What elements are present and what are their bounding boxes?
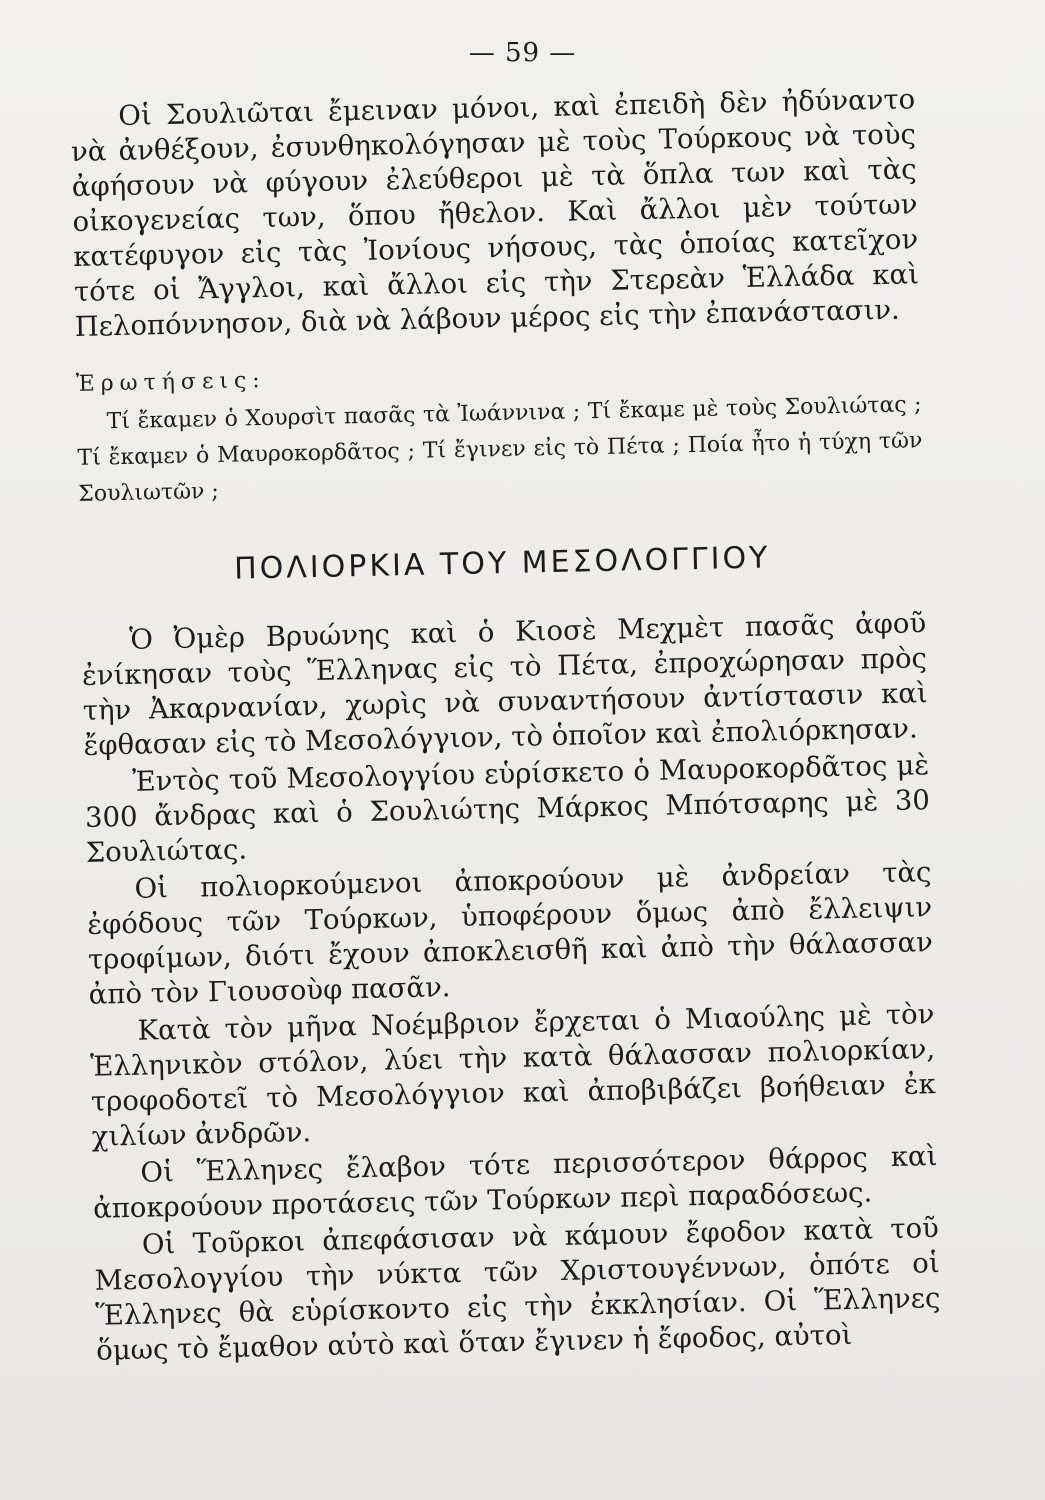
page-number: — 59 —: [468, 38, 577, 68]
questions-block: [76, 353, 924, 513]
questions-text: Τί ἔκαμεν ὁ Χουρσὶτ πασᾶς τὰ Ἰωάννινα ; Τί ἔκαμε μὲ τοὺς Σουλιώτας ; Τί ἔκαμεν ὁ Μαυροκορδᾶτος ; Τί ἔγινεν εἰς τὸ Πέτα ; Ποία ἦτο ἡ τύχη τῶν Σουλιωτῶν ;: [77, 392, 923, 507]
questions-heading: Ἐρωτήσεις:: [75, 367, 266, 397]
paragraph: Ὁ Ὀμὲρ Βρυώνης καὶ ὁ Κιοσὲ Μεχμὲτ πασᾶς ἀφοῦ ἐνίκησαν τοὺς Ἕλληνας εἰς τὸ Πέτα, ἐπροχώρησαν πρὸς τὴν Ἀκαρνανίαν, χωρὶς νὰ συναντήσουν ἀντίστασιν καὶ ἔφθασαν εἰς τὸ Μεσολόγγιον, τὸ ὁποῖον καὶ ἐπολιόρκησαν.: [81, 607, 928, 762]
paragraph: Κατὰ τὸν μῆνα Νοέμβριον ἔρχεται ὁ Μιαούλης μὲ τὸν Ἑλληνικὸν στόλον, λύει τὴν κατὰ θάλασσαν πολιορκίαν, τροφοδοτεῖ τὸ Μεσολόγγιον καὶ ἀποβιβάζει βοήθειαν ἐκ χιλίων ἀνδρῶν.: [89, 998, 937, 1153]
section-title: ΠΟΛΙΟΡΚΙΑ ΤΟΥ ΜΕΣΟΛΟΓΓΙΟΥ: [233, 540, 771, 587]
paragraph: Ἐντὸς τοῦ Μεσολογγίου εὑρίσκετο ὁ Μαυροκορδᾶτος μὲ 300 ἄνδρας καὶ ὁ Σουλιώτης Μάρκος Μπότσαρης μὲ 30 Σουλιώτας.: [84, 749, 931, 869]
page-body: [70, 82, 941, 1368]
paragraph: Οἱ Ἕλληνες ἔλαβον τότε περισσότερον θάρρος καὶ ἀποκρούουν προτάσεις τῶν Τούρκων περὶ παραδόσεως.: [92, 1140, 938, 1225]
paragraph: Οἱ πολιορκούμενοι ἀποκρούουν μὲ ἀνδρείαν τὰς ἐφόδους τῶν Τούρκων, ὑποφέρουν ὅμως ἀπὸ ἔλλειψιν τροφίμων, διότι ἔχουν ἀποκλεισθῆ καὶ ἀπὸ τὴν θάλασσαν ἀπὸ τὸν Γιουσοὺφ πασᾶν.: [86, 856, 934, 1011]
paragraph: Οἱ Τοῦρκοι ἀπεφάσισαν νὰ κάμουν ἔφοδον κατὰ τοῦ Μεσολογγίου τὴν νύκτα τῶν Χριστουγέννων, ὁπότε οἱ Ἕλληνες θὰ εὑρίσκοντο εἰς τὴν ἐκκλησίαν. Οἱ Ἕλληνες ὅμως τὸ ἔμαθον αὐτὸ καὶ ὅταν ἔγινεν ἡ ἔφοδος, αὐτοὶ: [94, 1212, 941, 1367]
paragraph-souliotes: Οἱ Σουλιῶται ἔμειναν μόνοι, καὶ ἐπειδὴ δὲν ἠδύναντο νὰ ἀνθέξουν, ἐσυνθηκολόγησαν μὲ τοὺς Τούρκους νὰ τοὺς ἀφήσουν νὰ φύγουν ἐλεύθεροι μὲ τὰ ὅπλα των καὶ τὰς οἰκογενείας των, ὅπου ἤθελον. Καὶ ἄλλοι μὲν τούτων κατέφυγον εἰς τὰς Ἰονίους νήσους, τὰς ὁποίας κατεῖχον τότε οἱ Ἄγγλοι, καὶ ἄλλοι εἰς τὴν Στερεὰν Ἑλλάδα καὶ Πελοπόννησον, διὰ νὰ λάβουν μέρος εἰς τὴν ἐπανάστασιν.: [70, 83, 920, 343]
